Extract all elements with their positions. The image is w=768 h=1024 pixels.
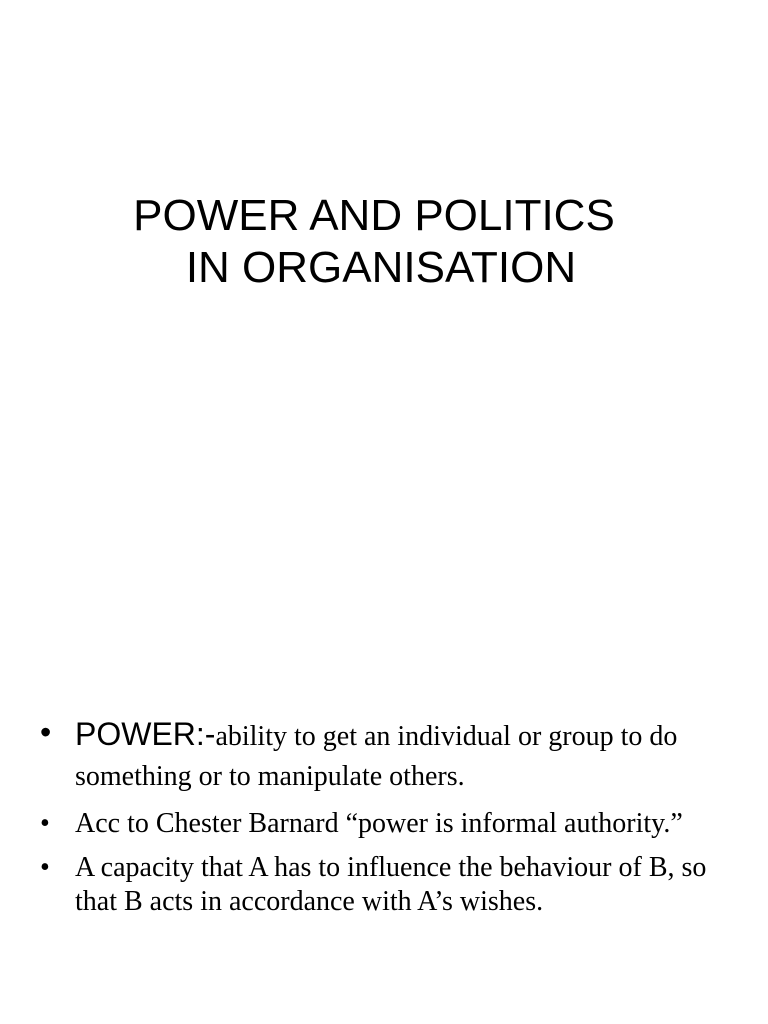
bullet-text: ability to get an individual or group to do something or to manipulate others. bbox=[75, 721, 678, 792]
bullet-item-capacity-definition bbox=[40, 851, 740, 919]
bullet-text: Acc to Chester Barnard “power is informal authority.” bbox=[75, 808, 683, 839]
slide-title-line-1: POWER AND POLITICS bbox=[133, 191, 615, 240]
bullet-marker: • bbox=[40, 714, 52, 750]
bullet-item-barnard-quote bbox=[40, 807, 740, 841]
slide-title-line-2: IN ORGANISATION bbox=[185, 243, 577, 292]
slide-title bbox=[0, 190, 768, 294]
bullet-text: A capacity that A has to influence the behaviour of B, so that B acts in accordance with A’s wishes. bbox=[75, 852, 707, 917]
bullet-term: POWER:- bbox=[75, 716, 216, 752]
bullet-marker: • bbox=[40, 808, 50, 839]
bullet-item-power-definition bbox=[40, 714, 740, 797]
bullet-marker: • bbox=[40, 852, 50, 883]
bullet-list bbox=[40, 714, 740, 929]
